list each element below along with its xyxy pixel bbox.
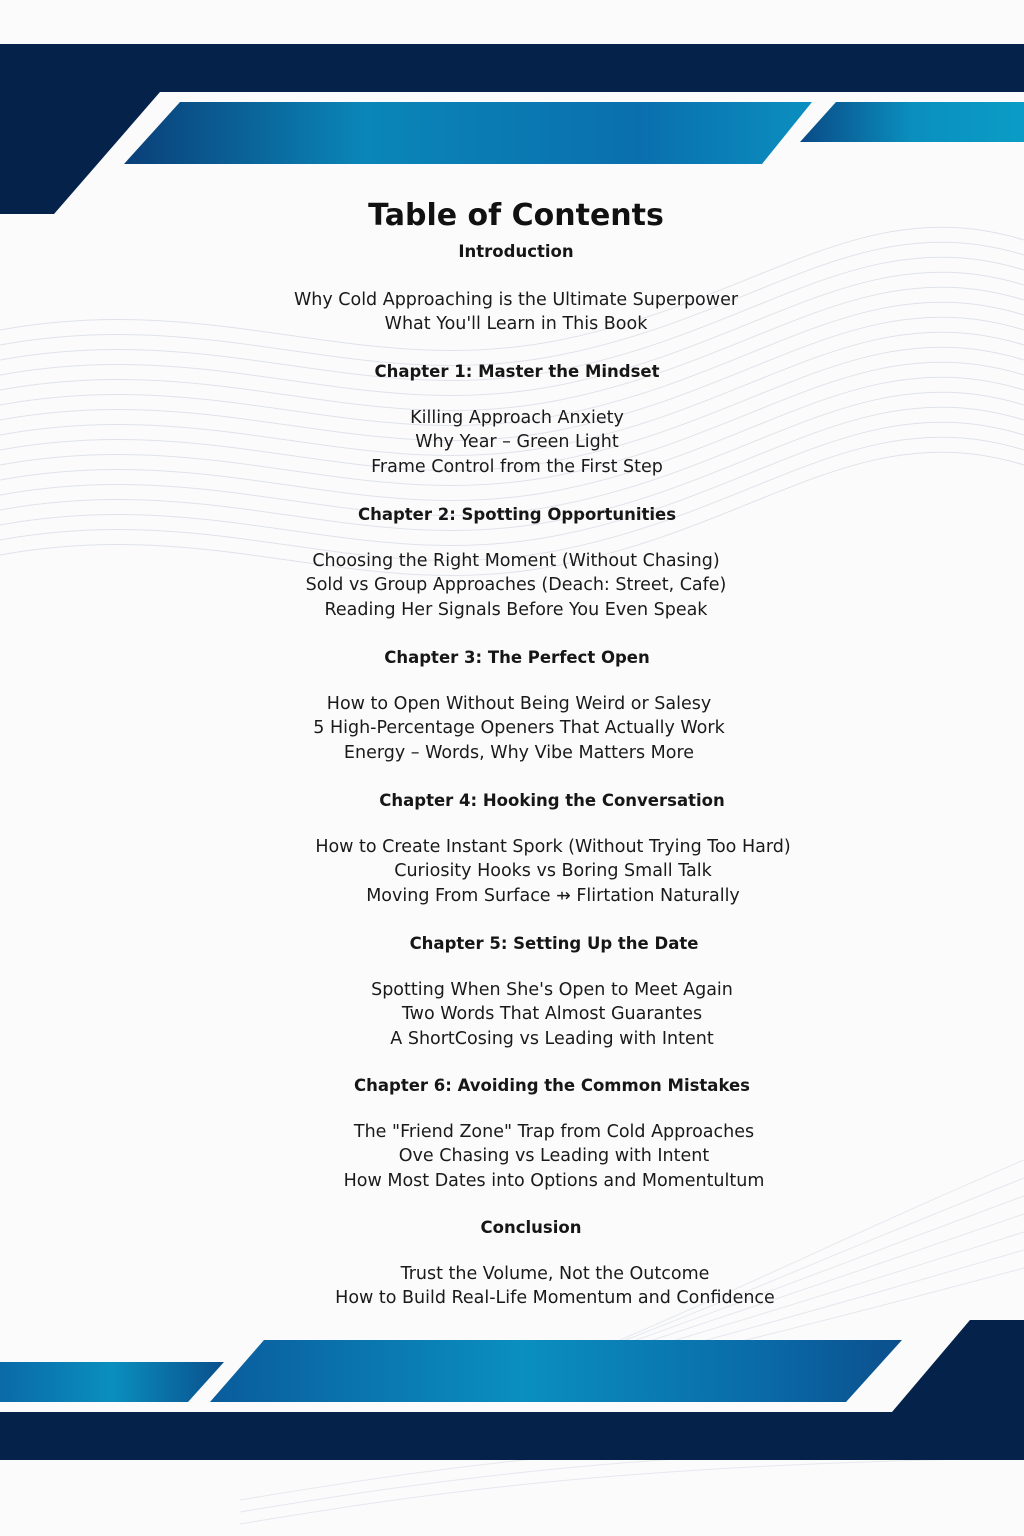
list-item: Frame Control from the First Step bbox=[371, 456, 663, 477]
list-item: How Most Dates into Options and Momentultum bbox=[343, 1170, 765, 1191]
list-item: Moving From Surface ⇸ Flirtation Naturally bbox=[366, 885, 740, 906]
list-item: How to Open Without Being Weird or Salesy bbox=[326, 694, 712, 714]
section-heading-chapter-3: Chapter 3: The Perfect Open bbox=[384, 648, 650, 667]
list-item: Trust the Volume, Not the Outcome bbox=[400, 1264, 710, 1284]
section-items-introduction bbox=[0, 288, 1024, 337]
section-heading-conclusion: Conclusion bbox=[480, 1218, 582, 1237]
section-items-chapter-6 bbox=[0, 1120, 1024, 1193]
section-heading-chapter-4: Chapter 4: Hooking the Conversation bbox=[379, 791, 725, 810]
section-items-chapter-5 bbox=[0, 978, 1024, 1051]
list-item: Energy – Words, Why Vibe Matters More bbox=[343, 742, 695, 763]
section-items-chapter-1 bbox=[0, 406, 1024, 479]
section-heading-chapter-5: Chapter 5: Setting Up the Date bbox=[409, 934, 699, 953]
list-item: 5 High-Percentage Openers That Actually Work bbox=[313, 718, 725, 739]
list-item: Why Year – Green Light bbox=[415, 432, 619, 453]
section-items-conclusion bbox=[0, 1262, 1024, 1311]
section-heading-chapter-6: Chapter 6: Avoiding the Common Mistakes bbox=[354, 1076, 750, 1095]
page-title: Table of Contents bbox=[368, 198, 664, 233]
list-item: Reading Her Signals Before You Even Speak bbox=[324, 599, 708, 620]
section-heading-chapter-2: Chapter 2: Spotting Opportunities bbox=[357, 505, 677, 524]
list-item: The "Friend Zone" Trap from Cold Approaches bbox=[353, 1122, 755, 1142]
list-item: How to Create Instant Spork (Without Trying Too Hard) bbox=[315, 837, 791, 857]
list-item: A ShortCosing vs Leading with Intent bbox=[390, 1028, 714, 1049]
list-item: Choosing the Right Moment (Without Chasing) bbox=[312, 551, 720, 571]
list-item: Why Cold Approaching is the Ultimate Superpower bbox=[293, 290, 739, 310]
list-item: Sold vs Group Approaches (Deach: Street, Cafe) bbox=[305, 575, 727, 596]
list-item: What You'll Learn in This Book bbox=[384, 314, 648, 335]
list-item: Curiosity Hooks vs Boring Small Talk bbox=[394, 861, 712, 882]
section-items-chapter-2 bbox=[0, 549, 1024, 622]
section-heading-introduction: Introduction bbox=[458, 242, 574, 261]
list-item: Killing Approach Anxiety bbox=[410, 408, 624, 428]
section-items-chapter-3 bbox=[0, 692, 1024, 765]
section-heading-chapter-1: Chapter 1: Master the Mindset bbox=[374, 362, 660, 381]
list-item: How to Build Real-Life Momentum and Confidence bbox=[335, 1288, 775, 1309]
list-item: Two Words That Almost Guarantes bbox=[401, 1004, 703, 1025]
list-item: Ove Chasing vs Leading with Intent bbox=[398, 1146, 710, 1167]
list-item: Spotting When She's Open to Meet Again bbox=[371, 980, 733, 1000]
section-items-chapter-4 bbox=[0, 835, 1024, 908]
